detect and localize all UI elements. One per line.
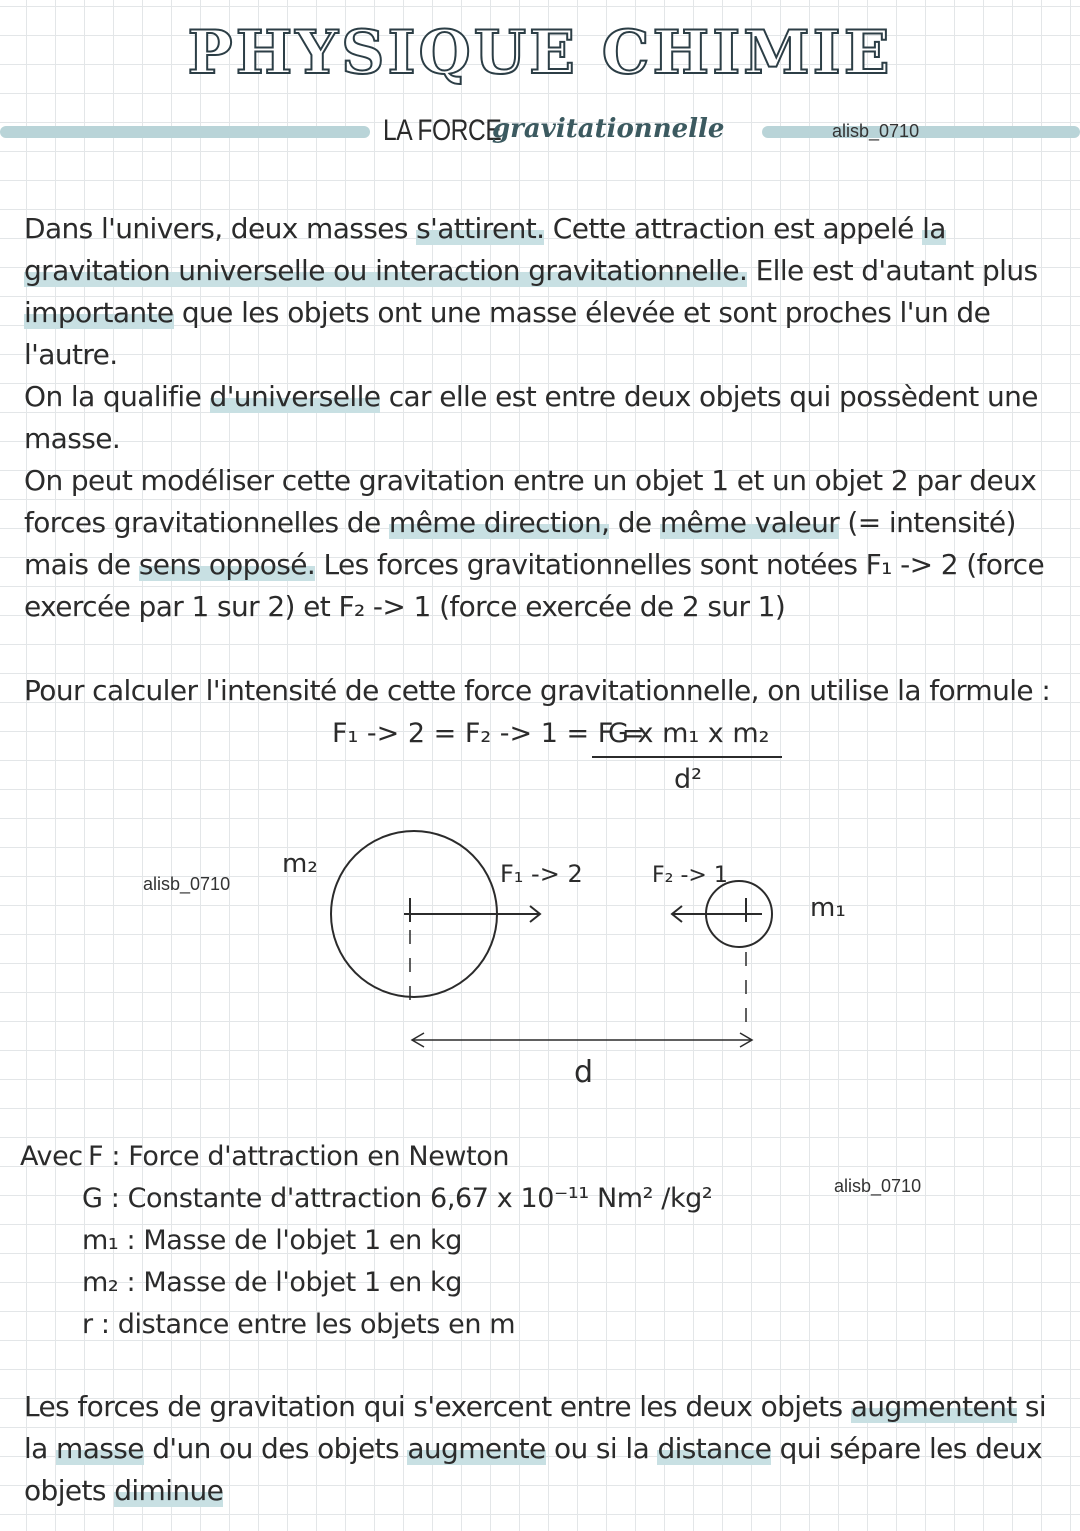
highlight-sens-oppose: sens opposé. — [138, 548, 316, 581]
subtitle-prefix: LA FORCE — [383, 114, 502, 147]
definition-f — [88, 1136, 509, 1178]
definition-symbol: m₁ : — [82, 1225, 136, 1256]
mass-small-label: m₁ — [810, 893, 846, 923]
author-handle-bottom: alisb_0710 — [834, 1176, 922, 1196]
highlight-diminue: diminue — [114, 1474, 224, 1507]
subtitle-emphasis: gravitationnelle — [492, 114, 725, 144]
definition-text: Constante d'attraction 6,67 x 10⁻¹¹ Nm² /kg² — [127, 1183, 713, 1214]
text: Les forces gravitationnelles sont notées F₁ -> 2 (force exercée par 1 sur 2) et F₂ -> 1 (force exercée de 2 sur 1) — [24, 548, 1045, 623]
formula-left: F₁ -> 2 = F₂ -> 1 = F = — [332, 718, 645, 749]
force-2-to-1-label: F₂ -> 1 — [652, 863, 728, 888]
definition-text: Masse de l'objet 1 en kg — [143, 1225, 463, 1256]
definition-symbol: G : — [82, 1183, 120, 1214]
text: qui sépare les deux objets — [24, 1432, 1042, 1507]
definition-symbol: m₂ : — [82, 1267, 136, 1298]
highlight-universelle: d'universelle — [209, 380, 381, 413]
title-band-left — [0, 126, 370, 138]
fraction-bar — [592, 756, 782, 758]
text: On la qualifie — [24, 380, 210, 413]
highlight-gravitation-universelle: la gravitation universelle ou interaction gravitationnelle. — [24, 212, 946, 287]
formula-denominator: d² — [674, 764, 702, 795]
definition-r — [82, 1304, 515, 1346]
paragraph-modelisation — [24, 460, 1064, 628]
definition-text: Masse de l'objet 1 en kg — [143, 1267, 463, 1298]
text: Elle est d'autant plus — [747, 254, 1038, 287]
definition-g — [82, 1178, 712, 1220]
definition-m2 — [82, 1262, 462, 1304]
title-band-right — [762, 126, 1080, 138]
formula-numerator: G x m₁ x m₂ — [608, 718, 770, 749]
text: Dans l'univers, deux masses — [24, 212, 417, 245]
paragraph-conclusion — [24, 1386, 1064, 1512]
author-handle: alisb_0710 — [832, 121, 920, 141]
text: que les objets ont une masse élevée et sont proches l'un de l'autre. — [24, 296, 991, 371]
definition-text: distance entre les objets en m — [117, 1309, 516, 1340]
force-1-to-2-label: F₁ -> 2 — [500, 860, 583, 888]
highlight-meme-valeur: même valeur — [659, 506, 840, 539]
definition-symbol: r : — [82, 1309, 110, 1340]
highlight-importante: importante — [24, 296, 174, 329]
paragraph-universelle — [24, 376, 1064, 460]
text: On peut modéliser cette gravitation entre un objet 1 et un objet 2 par deux forces gravitationnelles de — [24, 464, 1037, 539]
highlight-attirent: s'attirent. — [416, 212, 545, 245]
text: ou si la — [545, 1432, 658, 1465]
distance-label: d — [574, 1055, 594, 1090]
page-title: PHYSIQUE CHIMIE — [187, 18, 893, 88]
text: (= intensité) mais de — [24, 506, 1016, 581]
highlight-augmente: augmente — [407, 1432, 546, 1465]
text: de — [609, 506, 660, 539]
highlight-meme-direction: même direction, — [388, 506, 610, 539]
paragraph-formule-intro: Pour calculer l'intensité de cette force gravitationnelle, on utilise la formule : — [24, 674, 1051, 707]
text: d'un ou des objets — [143, 1432, 408, 1465]
highlight-distance: distance — [657, 1432, 772, 1465]
text: car elle est entre deux objets qui possèdent une masse. — [24, 380, 1038, 455]
definitions-intro: Avec — [20, 1141, 83, 1172]
text: Cette attraction est appelé — [544, 212, 923, 245]
author-handle-diagram: alisb_0710 — [143, 874, 231, 894]
paragraph-gravitation — [24, 208, 1064, 376]
text: si la — [24, 1390, 1047, 1465]
highlight-augmentent: augmentent — [850, 1390, 1017, 1423]
mass-large-label: m₂ — [282, 849, 318, 879]
gravitation-diagram — [0, 820, 1080, 1100]
definition-m1 — [82, 1220, 462, 1262]
definition-symbol: F : — [88, 1141, 121, 1172]
text: Les forces de gravitation qui s'exercent entre les deux objets — [24, 1390, 851, 1423]
definition-text: Force d'attraction en Newton — [128, 1141, 510, 1172]
highlight-masse: masse — [56, 1432, 144, 1465]
